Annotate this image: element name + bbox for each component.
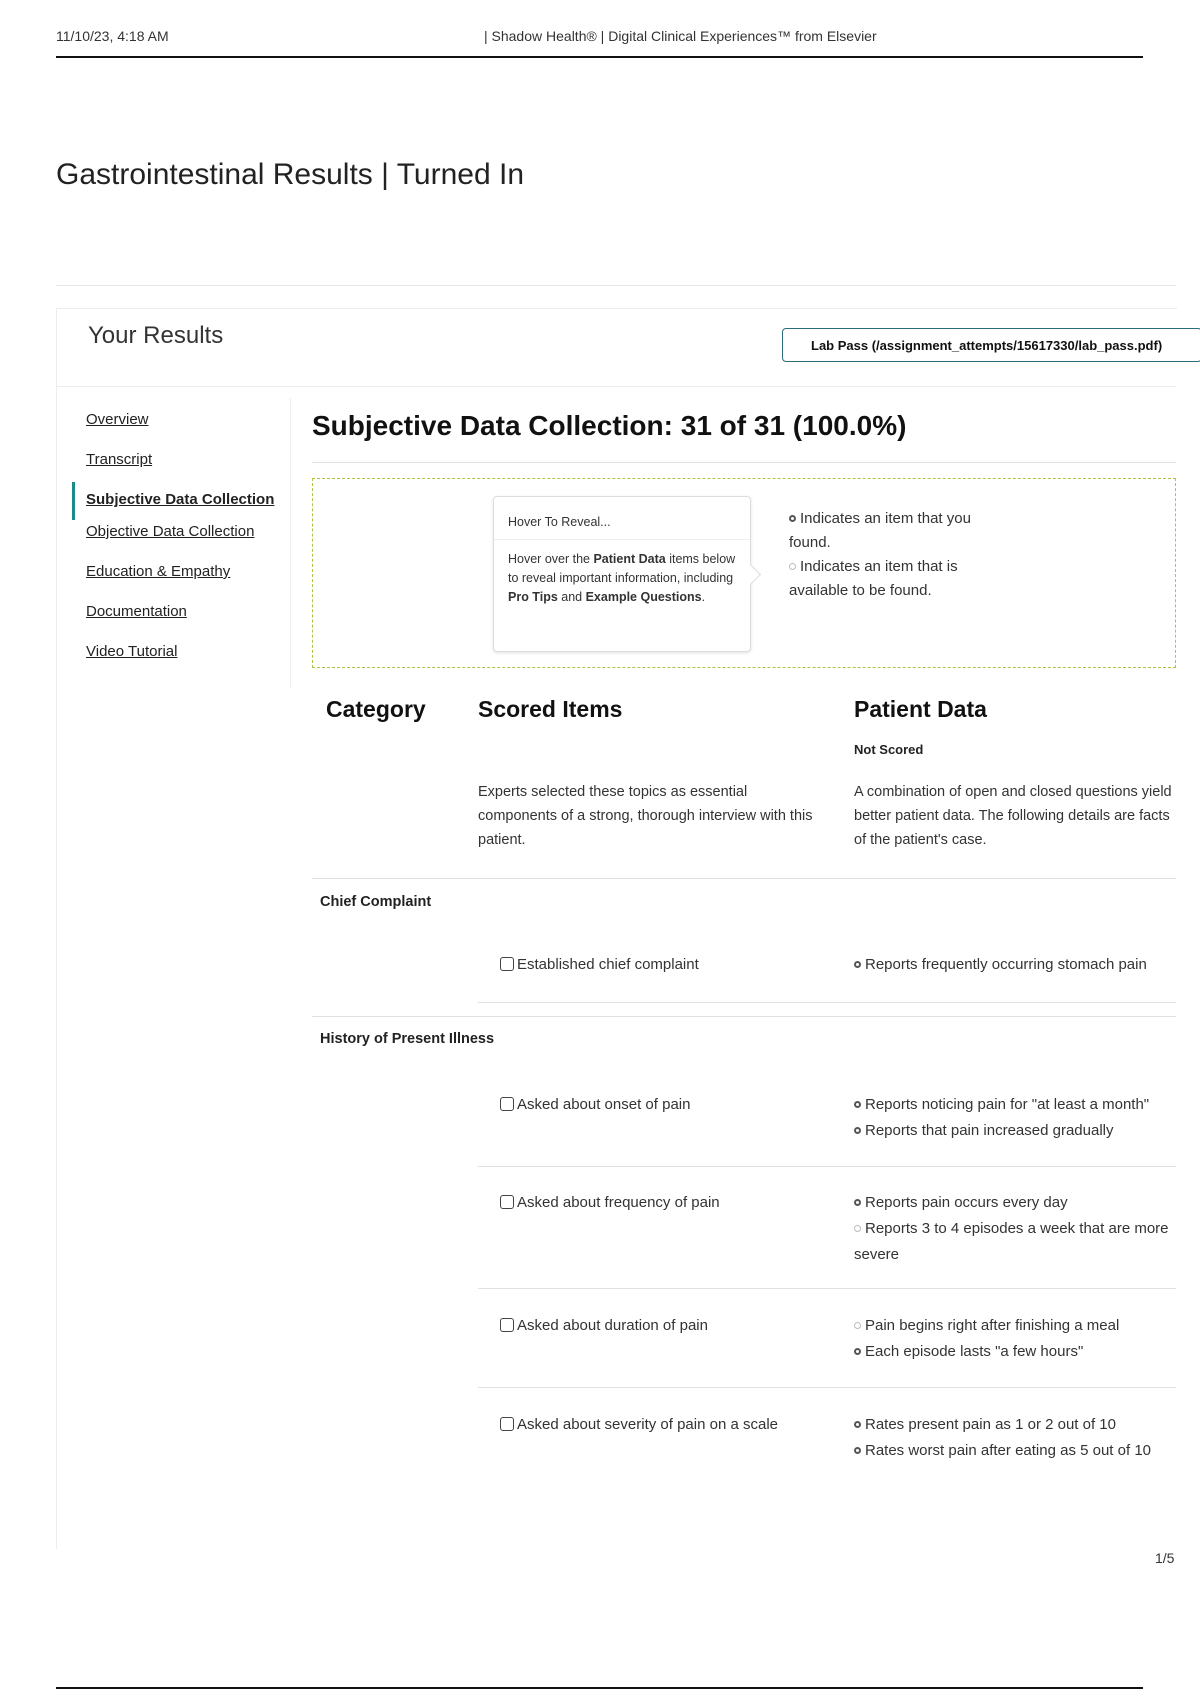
- scored-item-severity[interactable]: Asked about severity of pain on a scale: [500, 1416, 778, 1433]
- divider: [478, 1002, 1176, 1003]
- sidebar-item-objective-data-collection[interactable]: Objective Data Collection: [86, 523, 255, 540]
- available-dot-icon: [854, 1225, 861, 1232]
- checkbox-icon: [500, 1097, 514, 1111]
- checkbox-icon: [500, 1195, 514, 1209]
- sidebar-item-documentation[interactable]: Documentation: [86, 603, 187, 620]
- column-headers: [312, 696, 1176, 876]
- scored-item-chief-complaint[interactable]: Established chief complaint: [500, 956, 699, 973]
- tip-body: Hover over the Patient Data items below to reveal important information, including Pro Tips and Example Questions.: [508, 552, 736, 604]
- patient-data-chief-complaint: [854, 952, 1176, 978]
- category-history-of-present-illness: History of Present Illness: [320, 1031, 495, 1047]
- results-title: Your Results: [88, 322, 224, 349]
- patient-data-item[interactable]: Reports that pain increased gradually: [854, 1118, 1176, 1144]
- column-header-scored-items: Scored Items: [478, 696, 623, 722]
- patient-data-item[interactable]: Each episode lasts "a few hours": [854, 1339, 1176, 1365]
- not-scored-label: Not Scored: [854, 742, 924, 757]
- divider: [312, 1016, 1176, 1017]
- hover-hint-box: [312, 478, 1176, 668]
- found-dot-icon: [854, 1421, 861, 1428]
- results-main: [312, 410, 1176, 1459]
- sidebar-item-transcript[interactable]: Transcript: [86, 451, 153, 468]
- scored-item-frequency[interactable]: Asked about frequency of pain: [500, 1194, 720, 1211]
- checkbox-icon: [500, 1417, 514, 1431]
- lab-pass-button[interactable]: Lab Pass (/assignment_attempts/15617330/lab_pass.pdf): [782, 328, 1200, 362]
- patient-data-item[interactable]: Rates present pain as 1 or 2 out of 10: [854, 1412, 1176, 1438]
- checkbox-icon: [500, 1318, 514, 1332]
- found-dot-icon: [854, 1101, 861, 1108]
- patient-data-item[interactable]: Rates worst pain after eating as 5 out of 10: [854, 1438, 1176, 1464]
- patient-data-item[interactable]: Pain begins right after finishing a meal: [854, 1313, 1176, 1339]
- found-dot-icon: [854, 1127, 861, 1134]
- scored-items-description: Experts selected these topics as essential components of a strong, thorough interview with this patient.: [478, 784, 813, 848]
- divider: [312, 462, 1176, 463]
- divider: [478, 1166, 1176, 1167]
- divider: [312, 878, 1176, 879]
- patient-data-item[interactable]: Reports 3 to 4 episodes a week that are more severe: [854, 1220, 1169, 1263]
- print-site-title: | Shadow Health® | Digital Clinical Experiences™ from Elsevier: [484, 28, 877, 44]
- results-header: [56, 308, 1176, 387]
- divider: [478, 1288, 1176, 1289]
- legend-found: Indicates an item that you found.: [789, 510, 971, 551]
- scored-item-duration[interactable]: Asked about duration of pain: [500, 1317, 708, 1334]
- hover-tip-card: [493, 496, 751, 652]
- patient-data-frequency: [854, 1190, 1176, 1268]
- tip-heading: Hover To Reveal...: [494, 497, 750, 540]
- found-dot-icon: [854, 1348, 861, 1355]
- found-dot-icon: [789, 515, 796, 522]
- available-dot-icon: [854, 1322, 861, 1329]
- print-header: [56, 26, 1143, 58]
- page-title: Gastrointestinal Results | Turned In: [56, 158, 525, 191]
- patient-data-onset: [854, 1092, 1176, 1144]
- category-chief-complaint: Chief Complaint: [320, 894, 432, 910]
- legend: [789, 507, 989, 603]
- column-header-category: Category: [326, 696, 426, 722]
- legend-available: Indicates an item that is available to be found.: [789, 558, 958, 599]
- patient-data-description: A combination of open and closed questions yield better patient data. The following details are facts of the patient's case.: [854, 784, 1172, 848]
- print-date: 11/10/23, 4:18 AM: [56, 28, 169, 44]
- found-dot-icon: [854, 1199, 861, 1206]
- results-sidebar-nav: [72, 410, 292, 682]
- footer-divider: [56, 1687, 1143, 1689]
- sidebar-item-subjective-data-collection[interactable]: Subjective Data Collection: [72, 482, 292, 520]
- column-header-patient-data: Patient Data: [854, 696, 987, 722]
- section-title: Subjective Data Collection: 31 of 31 (100.0%): [312, 410, 907, 441]
- page-number: 1/5: [1155, 1550, 1175, 1566]
- checkbox-icon: [500, 957, 514, 971]
- patient-data-item[interactable]: Reports frequently occurring stomach pain: [854, 952, 1176, 978]
- patient-data-item[interactable]: Reports pain occurs every day: [854, 1190, 1176, 1216]
- patient-data-item[interactable]: Reports noticing pain for "at least a month": [854, 1092, 1176, 1118]
- patient-data-duration: [854, 1313, 1176, 1365]
- divider: [478, 1387, 1176, 1388]
- available-dot-icon: [789, 563, 796, 570]
- scored-item-onset[interactable]: Asked about onset of pain: [500, 1096, 690, 1113]
- divider: [56, 285, 1176, 286]
- sidebar-item-overview[interactable]: Overview: [86, 411, 149, 428]
- sidebar-item-video-tutorial[interactable]: Video Tutorial: [86, 643, 178, 660]
- sidebar-item-education-empathy[interactable]: Education & Empathy: [86, 563, 231, 580]
- found-dot-icon: [854, 961, 861, 968]
- found-dot-icon: [854, 1447, 861, 1454]
- patient-data-severity: [854, 1412, 1176, 1464]
